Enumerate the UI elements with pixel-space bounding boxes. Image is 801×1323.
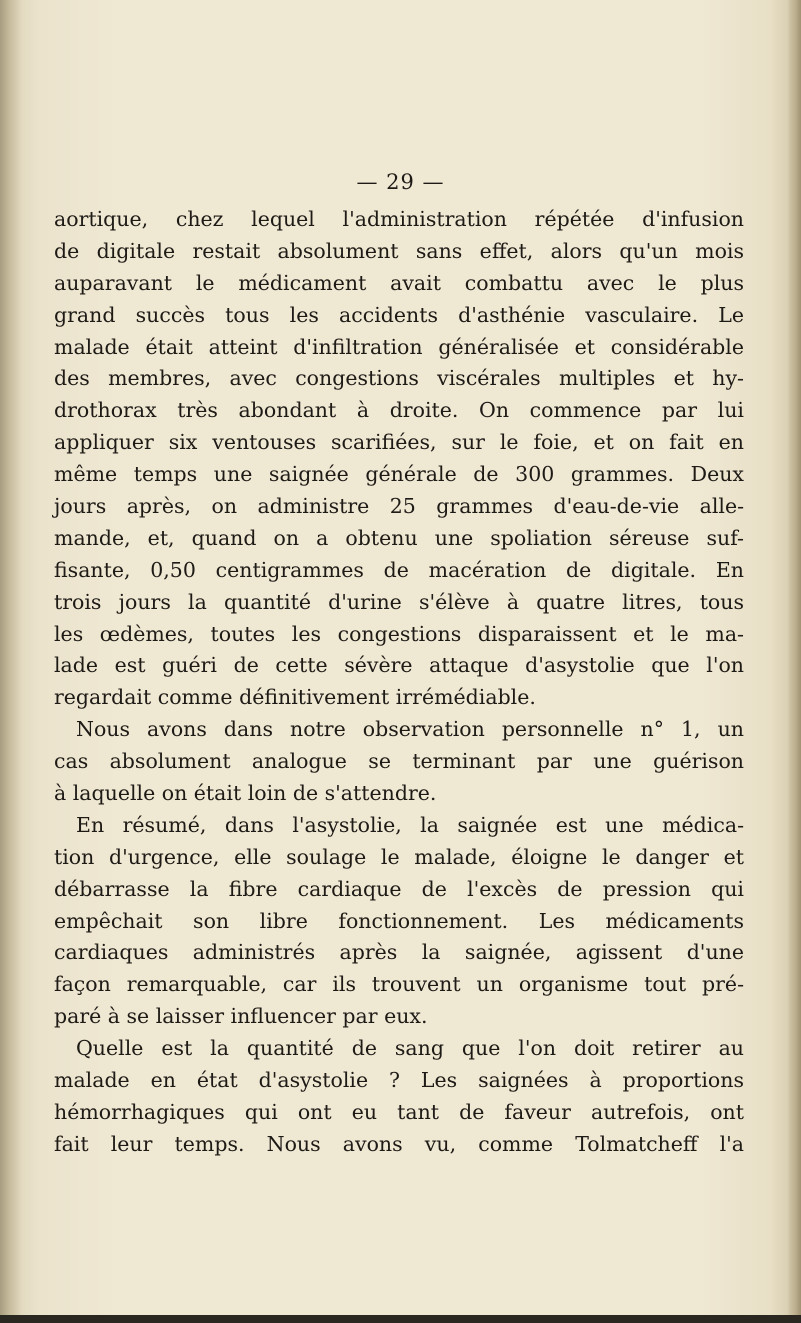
text-line: paré à se laisser influencer par eux. [54, 1004, 428, 1029]
text-line: malade était atteint d'infiltration généralisée et considérable [54, 334, 744, 359]
text-line: jours après, on administre 25 grammes d'eau-de-vie alle- [54, 494, 744, 519]
text-line: tion d'urgence, elle soulage le malade, éloigne le danger et [54, 844, 744, 869]
page-number: — 29 — [356, 170, 445, 194]
page-right-edge-shadow [787, 0, 801, 1323]
text-line: appliquer six ventouses scarifiées, sur le foie, et on fait en [54, 430, 744, 455]
text-line: malade en état d'asystolie ? Les saignées à proportions [54, 1068, 744, 1093]
text-line: mande, et, quand on a obtenu une spoliation séreuse suf- [54, 525, 744, 550]
text-line: Quelle est la quantité de sang que l'on doit retirer au [76, 1036, 744, 1061]
text-line: façon remarquable, car ils trouvent un organisme tout pré- [54, 972, 744, 997]
text-line: des membres, avec congestions viscérales multiples et hy- [54, 366, 744, 391]
text-line: les œdèmes, toutes les congestions disparaissent et le ma- [54, 621, 744, 646]
text-line: drothorax très abondant à droite. On commence par lui [54, 398, 744, 423]
text-line: regardait comme définitivement irrémédiable. [54, 685, 536, 710]
page-left-edge-shadow [0, 0, 22, 1323]
text-line: auparavant le médicament avait combattu avec le plus [54, 270, 744, 295]
text-line: hémorrhagiques qui ont eu tant de faveur autrefois, ont [54, 1099, 744, 1124]
text-line: cas absolument analogue se terminant par une guérison [54, 749, 744, 774]
text-line: trois jours la quantité d'urine s'élève à quatre litres, tous [54, 589, 744, 614]
body-text [54, 204, 744, 1161]
text-line: fisante, 0,50 centigrammes de macération de digitale. En [54, 557, 744, 582]
text-line: débarrasse la fibre cardiaque de l'excès de pression qui [54, 876, 744, 901]
text-line: de digitale restait absolument sans effet, alors qu'un mois [54, 238, 744, 263]
text-line: En résumé, dans l'asystolie, la saignée est une médica- [76, 812, 744, 837]
text-line: empêchait son libre fonctionnement. Les médicaments [54, 908, 744, 933]
text-line: aortique, chez lequel l'administration répétée d'infusion [54, 207, 744, 231]
text-line: Nous avons dans notre observation personnelle n° 1, un [76, 717, 744, 742]
text-line: grand succès tous les accidents d'asthénie vasculaire. Le [54, 302, 744, 327]
text-line: lade est guéri de cette sévère attaque d'asystolie que l'on [54, 653, 744, 678]
page-bottom-edge [0, 1315, 801, 1323]
text-line: à laquelle on était loin de s'attendre. [54, 781, 437, 806]
text-line: même temps une saignée générale de 300 grammes. Deux [54, 462, 744, 487]
text-line: cardiaques administrés après la saignée, agissent d'une [54, 940, 744, 965]
text-line: fait leur temps. Nous avons vu, comme Tolmatcheff l'a [54, 1131, 744, 1156]
